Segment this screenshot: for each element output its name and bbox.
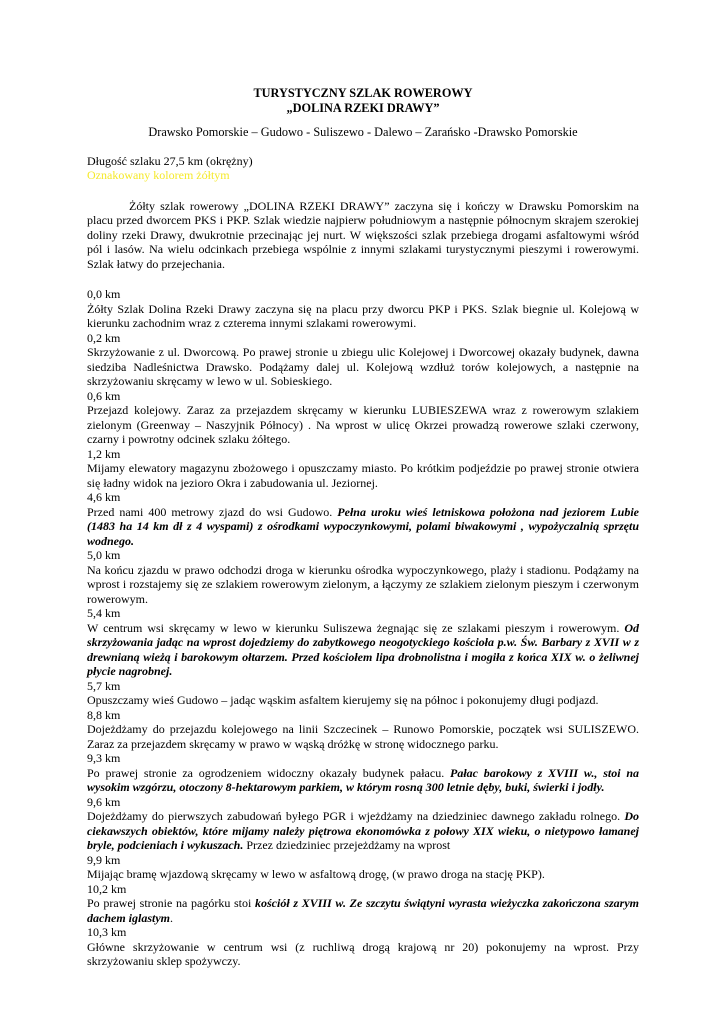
title-line-1: TURYSTYCZNY SZLAK ROWEROWY [253,86,473,100]
section-description [87,940,639,969]
trail-length: Długość szlaku 27,5 km (okrężny) [87,153,253,168]
section-km: 9,6 km [87,794,121,809]
section-description [87,505,639,549]
section-text: Dojeżdżamy do przejazdu kolejowego na linii Szczecinek – Runowo Pomorskie, początek wsi SULISZEWO. Zaraz za przejazdem skręcamy w prawo w wąską dróżkę w stronę widocznego parku. [87,722,639,751]
section-description [87,302,639,331]
section-km: 9,9 km [87,852,121,867]
document-page [87,86,639,969]
section-text: Mijając bramę wjazdową skręcamy w lewo w asfaltową drogę, (w prawo droga na stację PKP). [87,867,545,881]
section-description [87,345,639,389]
section-km: 5,4 km [87,606,121,620]
section-km: 10,2 km [87,881,127,896]
section-text: Dojeżdżamy do pierwszych zabudowań byłego PGR i wjeżdżamy na dziedziniec dawnego zakładu rolnego. [87,809,625,823]
section-text: Przejazd kolejowy. Zaraz za przejazdem skręcamy w kierunku LUBIESZEWA wraz z rowerowym szlakiem zielonym (Greenway – Naszyjnik Północy) . Na wprost w ulicę Okrzei prowadzą rowerowe szlaki czerwony, czarny i powrotny odcinek szlaku żółtego. [87,403,639,446]
section-km: 9,3 km [87,751,121,765]
intro-paragraph: Żółty szlak rowerowy „DOLINA RZEKI DRAWY” zaczyna się i kończy w Drawsku Pomorskim na placu przed dworcem PKS i PKP. Szlak wiedzie najpierw południowym a następnie północnym skrajem szerokiej doliny rzeki Drawy, dwukrotnie przecinając jej nurt. W większości szlak przebiega drogami asfaltowymi wśród pól i lasów. Na wielu odcinkach przebiega wspólnie z innymi szlakami turystycznymi pieszymi i rowerowymi. Szlak łatwy do przejechania. [87,198,639,271]
title-line-2: „DOLINA RZEKI DRAWY” [286,101,440,115]
section-text: Po prawej stronie na pagórku stoi [87,896,256,910]
section-text: Żółty Szlak Dolina Rzeki Drawy zaczyna się na placu przy dworcu PKP i PKS. Szlak biegnie ul. Kolejową w kierunku zachodnim wraz z czterema innymi szlakami rowerowymi. [87,301,639,330]
section-text: Na końcu zjazdu w prawo odchodzi droga w kierunku ośrodka wypoczynkowego, plaży i stadionu. Podążamy na wprost i rozstajemy się ze szlakiem rowerowym zielonym, a łączymy ze szlakiem zielonym pieszym i czerwonym rowerowym. [87,562,639,606]
section-text: Po prawej stronie za ogrodzeniem widoczny okazały budynek pałacu. [87,765,450,780]
section-km: 5,7 km [87,678,121,693]
section-description [87,403,639,447]
section-km: 0,6 km [87,388,121,403]
section-highlight: kościół z XVIII w. Ze szczytu świątyni wyrasta wieżyczka zakończona szarym dachem iglastym [87,896,639,925]
section-text: Opuszczamy wieś Gudowo – jadąc wąskim asfaltem kierujemy się na północ i pokonujemy długi podjazd. [87,693,599,707]
section-highlight: Do ciekawszych obiektów, które mijamy należy piętrowa ekonomówka z połowy XIX wieku, o nietypowo łamanej bryle, podcieniach i wykuszach. [87,809,639,852]
section-description [87,621,639,679]
section-text: Przed nami 400 metrowy zjazd do wsi Gudowo. [87,504,338,519]
section-description [87,809,639,853]
section-highlight: Pełna uroku wieś letniskowa położona nad jeziorem Lubie (1483 ha 14 km dł z 4 wyspami) z ośrodkami wypoczynkowymi, polami biwakowymi , wypożyczalnią sprzętu wodnego. [87,504,639,548]
section-text-after: . [170,910,173,925]
section-text-after: Przez dziedziniec przejeżdżamy na wprost [243,838,451,852]
section-highlight: Od skrzyżowania jadąc na wprost dojedziemy do zabytkowego neogotyckiego kościoła p.w. Św. Barbary z XVII w z drewnianą wieżą i barokowym ołtarzem. Przed kościołem lipa drobnolistna i mogiła z końca XIX w. o żeliwnej płycie nagrobnej. [87,620,639,678]
section-text: Skrzyżowanie z ul. Dworcową. Po prawej stronie u zbiegu ulic Kolejowej i Dworcowej okazały budynek, dawna siedziba Nadleśnictwa Drawsko. Podążamy dalej ul. Kolejową wzdłuż torów kolejowych, a następnie na skrzyżowaniu skręcamy w lewo w ul. Sobieskiego. [87,345,639,388]
section-description [87,563,639,607]
section-description [87,693,639,708]
section-description [87,867,639,882]
section-description [87,766,639,795]
section-description [87,896,639,925]
section-km: 0,2 km [87,330,121,345]
section-km: 8,8 km [87,707,121,722]
route-line: Drawsko Pomorskie – Gudowo - Suliszewo - Dalewo – Zarańsko -Drawsko Pomorskie [148,125,578,139]
section-km: 0,0 km [87,287,121,301]
section-text: Główne skrzyżowanie w centrum wsi (z ruchliwą drogą krajową nr 20) pokonujemy na wprost. Przy skrzyżowaniu sklep spożywczy. [87,939,639,968]
section-km: 1,2 km [87,446,121,461]
section-km: 10,3 km [87,925,127,939]
section-highlight: Pałac barokowy z XVIII w., stoi na wysokim wzgórzu, otoczony 8-hektarowym parkiem, w którym rosną 300 letnie dęby, buki, świerki i jodły. [87,765,639,794]
section-description [87,722,639,751]
section-description [87,461,639,490]
section-km: 5,0 km [87,548,121,562]
document-title [87,86,639,116]
section-text: W centrum wsi skręcamy w lewo w kierunku Suliszewa żegnając się ze szlakami pieszym i rowerowym. [87,620,625,635]
trail-color-note: Oznakowany kolorem żółtym [87,168,230,182]
section-km: 4,6 km [87,490,121,504]
route-sections [87,287,639,969]
section-text: Mijamy elewatory magazynu zbożowego i opuszczamy miasto. Po krótkim podjeździe po prawej stronie otwiera się ładny widok na jezioro Okra i zabudowania ul. Jeziornej. [87,461,639,490]
